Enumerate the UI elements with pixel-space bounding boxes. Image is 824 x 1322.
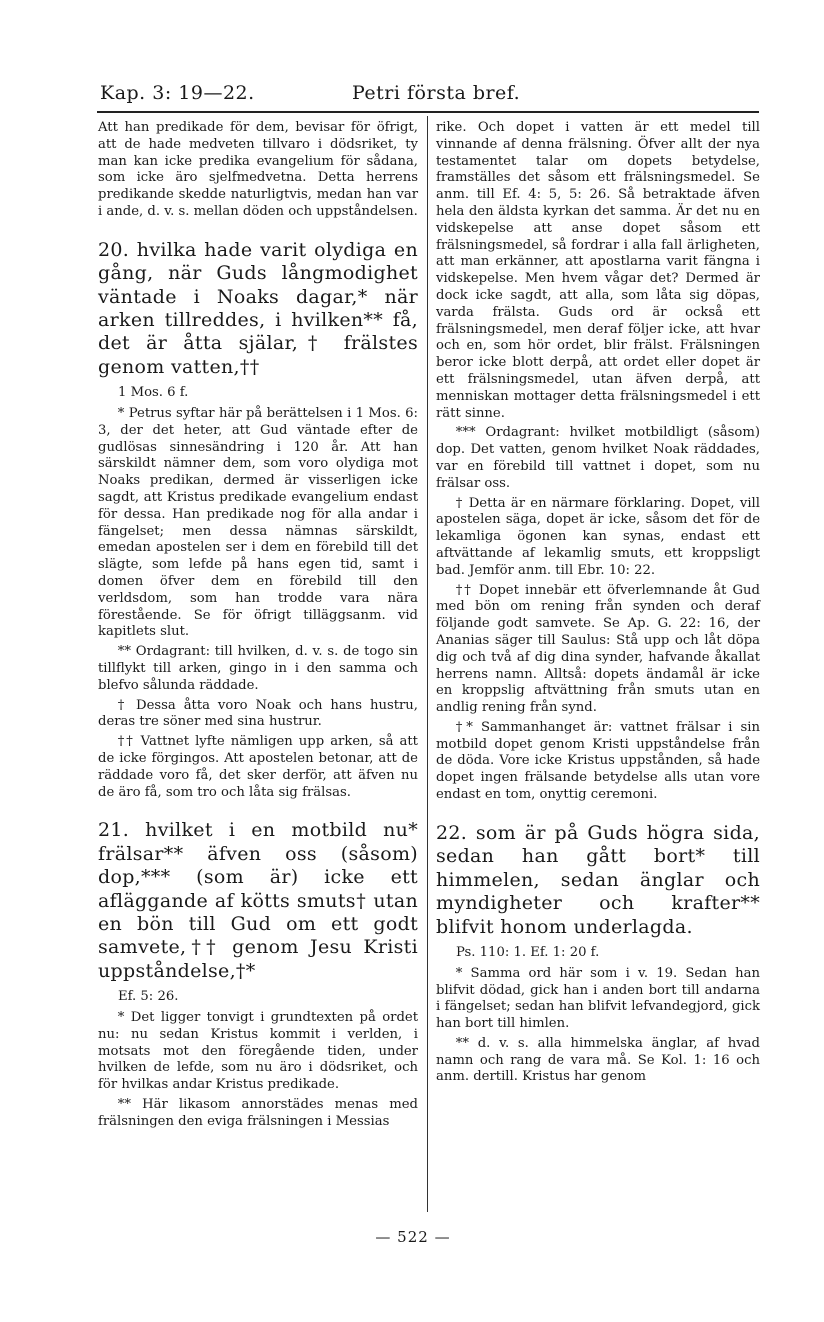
chapter-reference: Kap. 3: 19—22. (100, 82, 255, 104)
footnote-21d: † Detta är en närmare förklaring. Dopet, vill apostelen säga, dopet är icke, såsom det för de lekamliga ögonen kan synas, endast ett aftvättande af lekamlig smuts, ett kroppsligt bad. Jemför anm. till Ebr. 10: 22. (436, 495, 760, 578)
footnote-21f: †* Sammanhanget är: vattnet frälsar i sin motbild dopet genom Kristi uppståndelse från de döda. Vore icke Kristus uppstånden, så hade dopet ingen frälsande betydelse alls utan vore endast en tom, onyttig ceremoni. (436, 719, 760, 803)
verse-21: 21. hvilket i en motbild nu* frälsar** äfven oss (såsom) dop,*** (som är) icke ett afläggande af kötts smuts† utan en bön till Gud om ett godt samvete,†† genom Jesu Kristi uppståndelse,†* (98, 819, 418, 982)
column-divider (427, 116, 428, 1212)
cross-reference-20: 1 Mos. 6 f. (118, 385, 189, 401)
footnote-20a: * Petrus syftar här på berättelsen i 1 Mos. 6: 3, der det heter, att Gud väntade efter de gudlösas sinnesändring i 120 år. Att han särskildt nämner dem, som voro olydiga mot Noaks predikan, dermed är visserligen icke sagdt, att Kristus predikade evangelium endast för dessa. Han predikade nog för alla andar i fängelset; men dessa nämnas särskildt, emedan apostelen ser i dem en förebild till det slägte, som lefde på hans egen tid, samt i domen öfver dem en förebild till den verldsdom, som han trodde vara nära förestående. Se för öfrigt tilläggsanm. vid kapitlets slut. (98, 406, 418, 640)
footnote-21a: * Det ligger tonvigt i grundtexten på ordet nu: nu sedan Kristus kommit i verlden, i motsats mot den föregående tiden, under hvilken de lefde, som nu äro i dödsriket, och för hvilkas andar Kristus predikade. (98, 1009, 418, 1093)
running-header (100, 82, 760, 108)
page-number-text: — 522 — (375, 1228, 451, 1246)
cross-reference-22: Ps. 110: 1. Ef. 1: 20 f. (456, 944, 600, 960)
book-title: Petri första bref. (352, 82, 521, 104)
footnote-21b: ** Här likasom annorstädes menas med frälsningen den eviga frälsningen i Messias (98, 1096, 418, 1129)
right-column (436, 120, 760, 1089)
left-column (98, 120, 418, 1134)
footnote-22a: * Samma ord här som i v. 19. Sedan han blifvit dödad, gick han i anden bort till andarna i fängelset; sedan han blifvit lefvandegjord, gick han bort till himlen. (436, 965, 760, 1032)
footnote-20b: ** Ordagrant: till hvilken, d. v. s. de togo sin tillflykt till arken, gingo in i den samma och blefvo sålunda räddade. (98, 644, 418, 693)
cross-reference-21: Ef. 5: 26. (118, 989, 179, 1005)
commentary-continuation: rike. Och dopet i vatten är ett medel till vinnande af denna frälsning. Öfver allt der nya testamentet talar om dopets betydelse, framställes det såsom ett frälsningsmedel. Se anm. till Ef. 4: 5, 5: 26. Så betraktade äfven hela den äldsta kyrkan det samma. Är det nu en vidskepelse att anse dopet såsom ett frälsningsmedel, så fordrar i alla fall ärligheten, att man erkänner, att apostlarna varit fängna i vidskepelse. Men hvem vågar det? Dermed är dock icke sagdt, att alla, som låta sig döpas, varda frälsta. Guds ord är också ett frälsningsmedel, men deraf följer icke, att hvar och en, som hör ordet, blir frälst. Frälsningen beror icke blott derpå, att ordet eller dopet är ett frälsningsmedel, utan äfven derpå, att menniskan mottager detta frälsningsmedel i ett rätt sinne. (436, 120, 760, 421)
footnote-20d: †† Vattnet lyfte nämligen upp arken, så att de icke förgingos. Att apostelen betonar, att de räddade voro få, det sker derför, att äfven nu de äro få, som tro och låta sig frälsas. (98, 734, 418, 800)
footnote-21e: †† Dopet innebär ett öfverlemnande åt Gud med bön om rening från synden och deraf följande godt samvete. Se Ap. G. 22: 16, der Ananias säger till Saulus: Stå upp och låt döpa dig och två af dig dina synder, hafvande åkallat herrens namn. Alltså: dopets ändamål är icke en kroppslig aftvättning från smuts utan en andlig rening från synd. (436, 582, 760, 716)
header-rule (97, 111, 759, 113)
verse-22: 22. som är på Guds högra sida, sedan han gått bort* till himmelen, sedan änglar och myndigheter och krafter** blifvit honom underlagda. (436, 821, 760, 938)
commentary-paragraph: Att han predikade för dem, bevisar för öfrigt, att de hade medveten tillvaro i dödsriket, ty man kan icke predika evangelium för sådana, som icke äro sjelfmedvetna. Detta herrens predikande skedde naturligtvis, medan han var i ande, d. v. s. mellan döden och uppståndelsen. (98, 120, 418, 219)
footnote-21c: *** Ordagrant: hvilket motbildligt (såsom) dop. Det vatten, genom hvilket Noak räddades, var en förebild till vattnet i dopet, som nu frälsar oss. (436, 425, 760, 491)
footnote-22b: ** d. v. s. alla himmelska änglar, af hvad namn och rang de vara må. Se Kol. 1: 16 och anm. dertill. Kristus har genom (436, 1035, 760, 1085)
verse-20: 20. hvilka hade varit olydiga en gång, när Guds långmodighet väntade i Noaks dagar,* när arken tillreddes, i hvilken** få, det är åtta själar,† frälstes genom vatten,†† (98, 238, 418, 378)
footnote-20c: † Dessa åtta voro Noak och hans hustru, deras tre söner med sina hustrur. (98, 697, 418, 730)
page-number (0, 1228, 824, 1246)
